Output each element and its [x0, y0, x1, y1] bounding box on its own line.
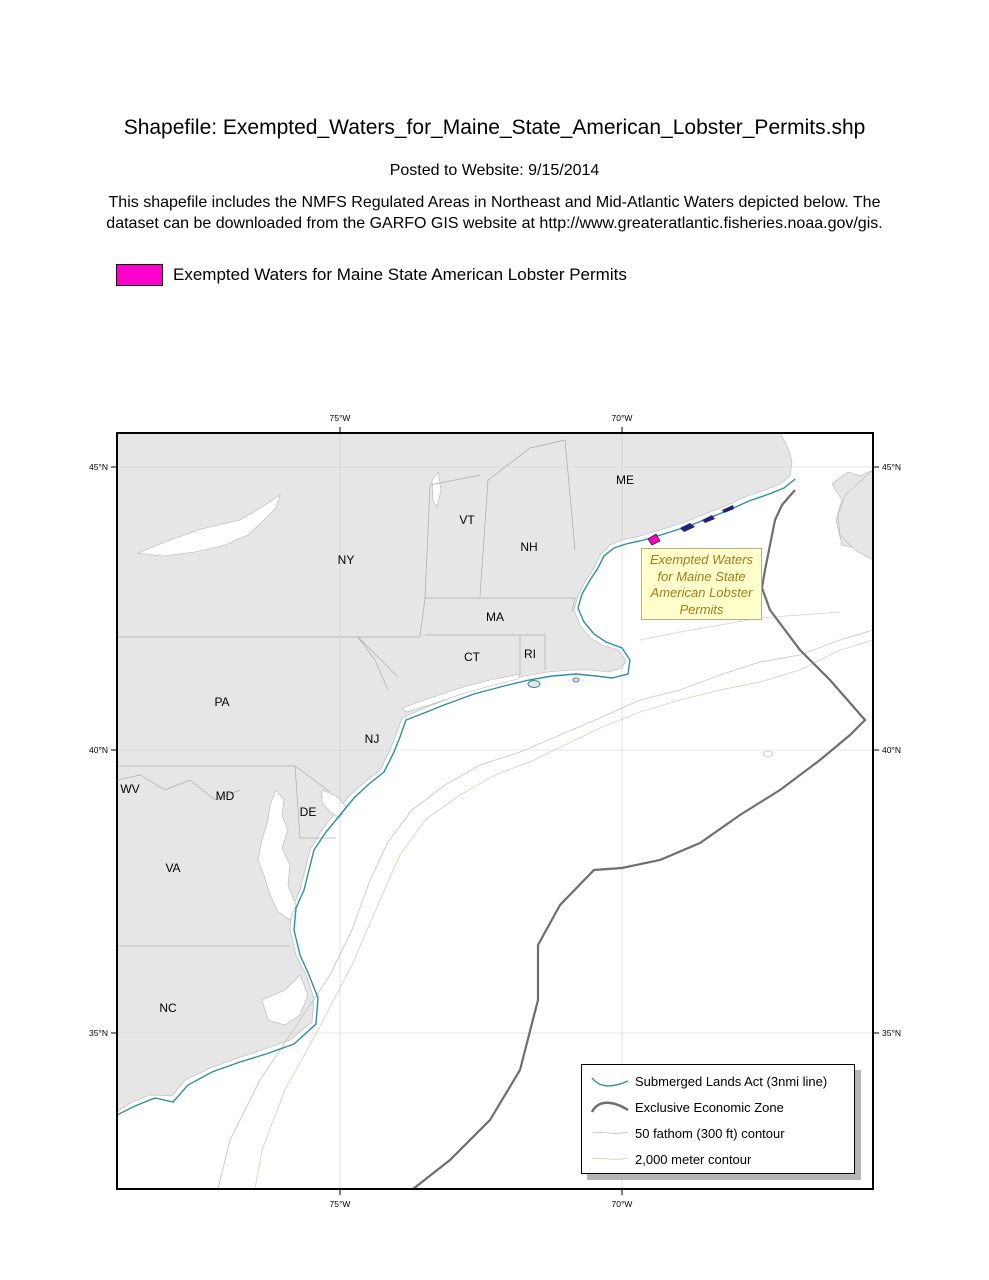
- state-label: NJ: [364, 732, 380, 746]
- legend-label: Submerged Lands Act (3nmi line): [635, 1073, 828, 1089]
- state-label: ME: [616, 473, 634, 487]
- state-label: VA: [165, 861, 181, 875]
- exempted-waters-callout: [641, 548, 762, 620]
- state-label: PA: [214, 695, 230, 709]
- state-label: CT: [464, 650, 480, 664]
- tick-left-35n: 35°N: [89, 1028, 108, 1038]
- legend-label: 50 fathom (300 ft) contour: [635, 1125, 785, 1141]
- legend-label: Exclusive Economic Zone: [635, 1099, 784, 1115]
- state-label: MD: [215, 789, 235, 803]
- state-label: NH: [520, 540, 538, 554]
- description-line-1: This shapefile includes the NMFS Regulated Areas in Northeast and Mid-Atlantic Waters depicted below. The: [108, 194, 881, 211]
- tick-bottom-75w: 75°W: [329, 1199, 351, 1209]
- state-label: NC: [159, 1001, 177, 1015]
- tick-left-40n: 40°N: [89, 745, 108, 755]
- top-legend-label: Exempted Waters for Maine State American Lobster Permits: [173, 265, 627, 284]
- tick-right-40n: 40°N: [882, 745, 901, 755]
- state-label: RI: [524, 647, 536, 661]
- tick-top-75w: 75°W: [329, 413, 351, 423]
- contour-50-icon: [590, 1124, 630, 1142]
- state-label: NY: [337, 553, 355, 567]
- eez-line-icon: [590, 1098, 630, 1116]
- sla-line-icon: [590, 1072, 630, 1090]
- state-label: MA: [486, 610, 504, 624]
- state-label: VT: [459, 513, 475, 527]
- callout-line-1: Exempted Waters: [649, 552, 754, 567]
- legend-item-eez: [590, 1097, 784, 1117]
- callout-line-2: for Maine State: [657, 568, 746, 584]
- state-label: DE: [299, 805, 317, 819]
- posted-date: Posted to Website: 9/15/2014: [389, 162, 600, 179]
- legend-item-50fathom: [590, 1123, 785, 1143]
- state-label: WV: [120, 782, 140, 796]
- tick-right-35n: 35°N: [882, 1028, 901, 1038]
- tick-right-45n: 45°N: [882, 462, 901, 472]
- page-title: Shapefile: Exempted_Waters_for_Maine_State_American_Lobster_Permits.shp: [123, 116, 866, 139]
- map-legend: [581, 1064, 855, 1174]
- legend-item-sla: [590, 1071, 827, 1091]
- callout-line-4: Permits: [679, 601, 724, 617]
- tick-top-70w: 70°W: [611, 413, 633, 423]
- legend-label: 2,000 meter contour: [635, 1151, 752, 1167]
- tick-left-45n: 45°N: [89, 462, 108, 472]
- callout-line-3: American Lobster: [650, 585, 753, 600]
- legend-item-2000m: [590, 1149, 751, 1169]
- tick-bottom-70w: 70°W: [611, 1199, 633, 1209]
- description-line-2: dataset can be downloaded from the GARFO GIS website at http://www.greateratlantic.fisheries.noaa.gov/gis.: [106, 215, 883, 232]
- contour-2000-icon: [590, 1150, 630, 1168]
